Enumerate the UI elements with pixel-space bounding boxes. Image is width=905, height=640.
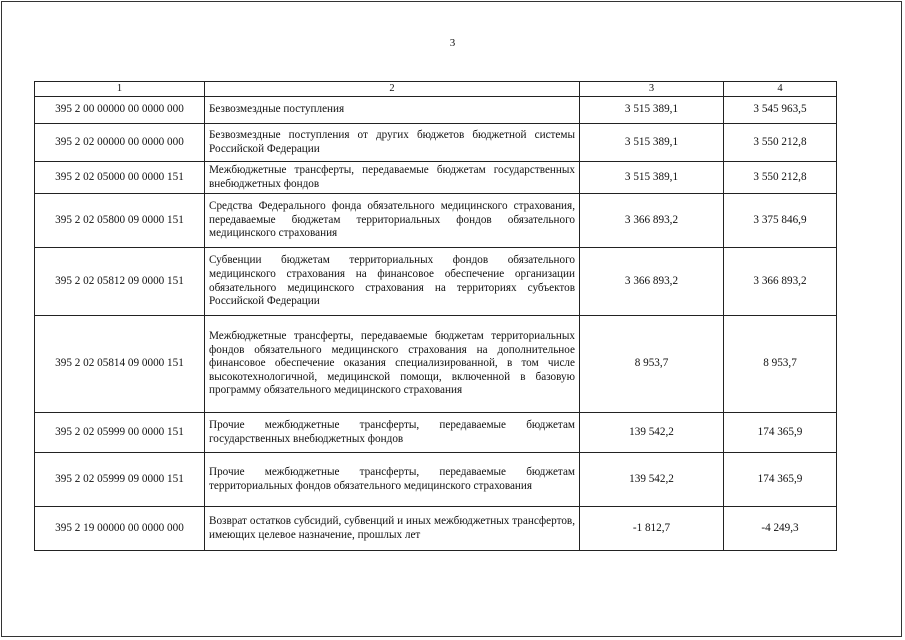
- budget-code-cell: 395 2 02 05000 00 0000 151: [35, 162, 205, 194]
- amount-col4-cell: 3 550 212,8: [724, 162, 837, 194]
- amount-col4-cell: 3 366 893,2: [724, 248, 837, 316]
- amount-col3-cell: 3 515 389,1: [580, 124, 724, 162]
- amount-col4-cell: 8 953,7: [724, 316, 837, 413]
- budget-code-cell: 395 2 02 05800 09 0000 151: [35, 194, 205, 248]
- column-header: 4: [724, 82, 837, 97]
- amount-col3-cell: 139 542,2: [580, 453, 724, 507]
- description-cell: Возврат остатков субсидий, субвенций и иных межбюджетных трансфертов, имеющих целевое назначение, прошлых лет: [205, 507, 580, 551]
- description-cell: Межбюджетные трансферты, передаваемые бюджетам территориальных фондов обязательного медицинского страхования на дополнительное финансовое обеспечение оказания специализированной, в том числе высокотехнологичной, медицинской помощи, включенной в базовую программу обязательного медицинского страхования: [205, 316, 580, 413]
- description-cell: Субвенции бюджетам территориальных фондов обязательного медицинского страхования на финансовое обеспечение организации обязательного медицинского страхования на территориях субъектов Российской Федерации: [205, 248, 580, 316]
- table-row: [35, 507, 837, 551]
- table-row: [35, 194, 837, 248]
- description-cell: Прочие межбюджетные трансферты, передаваемые бюджетам государственных внебюджетных фондов: [205, 413, 580, 453]
- amount-col4-cell: -4 249,3: [724, 507, 837, 551]
- amount-col3-cell: 3 515 389,1: [580, 97, 724, 124]
- column-header: 3: [580, 82, 724, 97]
- amount-col3-cell: 3 366 893,2: [580, 194, 724, 248]
- budget-code-cell: 395 2 02 05999 00 0000 151: [35, 413, 205, 453]
- table-row: [35, 124, 837, 162]
- budget-code-cell: 395 2 02 05812 09 0000 151: [35, 248, 205, 316]
- amount-col4-cell: 174 365,9: [724, 453, 837, 507]
- table-row: [35, 316, 837, 413]
- amount-col3-cell: 3 366 893,2: [580, 248, 724, 316]
- table-row: [35, 453, 837, 507]
- amount-col3-cell: 8 953,7: [580, 316, 724, 413]
- amount-col3-cell: 139 542,2: [580, 413, 724, 453]
- budget-code-cell: 395 2 00 00000 00 0000 000: [35, 97, 205, 124]
- description-cell: Прочие межбюджетные трансферты, передаваемые бюджетам территориальных фондов обязательного медицинского страхования: [205, 453, 580, 507]
- amount-col4-cell: 3 550 212,8: [724, 124, 837, 162]
- table-row: [35, 413, 837, 453]
- column-header: 2: [205, 82, 580, 97]
- table-row: [35, 162, 837, 194]
- budget-code-cell: 395 2 02 05814 09 0000 151: [35, 316, 205, 413]
- amount-col4-cell: 3 545 963,5: [724, 97, 837, 124]
- amount-col4-cell: 174 365,9: [724, 413, 837, 453]
- table-row: [35, 248, 837, 316]
- description-cell: Межбюджетные трансферты, передаваемые бюджетам государственных внебюджетных фондов: [205, 162, 580, 194]
- budget-code-cell: 395 2 19 00000 00 0000 000: [35, 507, 205, 551]
- description-cell: Средства Федерального фонда обязательного медицинского страхования, передаваемые бюджетам территориальных фондов обязательного медицинского страхования: [205, 194, 580, 248]
- page-number: 3: [449, 37, 456, 49]
- amount-col4-cell: 3 375 846,9: [724, 194, 837, 248]
- budget-code-cell: 395 2 02 00000 00 0000 000: [35, 124, 205, 162]
- description-cell: Безвозмездные поступления от других бюджетов бюджетной системы Российской Федерации: [205, 124, 580, 162]
- budget-code-cell: 395 2 02 05999 09 0000 151: [35, 453, 205, 507]
- amount-col3-cell: 3 515 389,1: [580, 162, 724, 194]
- table-header-row: [35, 82, 837, 97]
- amount-col3-cell: -1 812,7: [580, 507, 724, 551]
- table-row: [35, 97, 837, 124]
- description-cell: Безвозмездные поступления: [205, 97, 580, 124]
- column-header: 1: [35, 82, 205, 97]
- budget-table: [34, 81, 837, 551]
